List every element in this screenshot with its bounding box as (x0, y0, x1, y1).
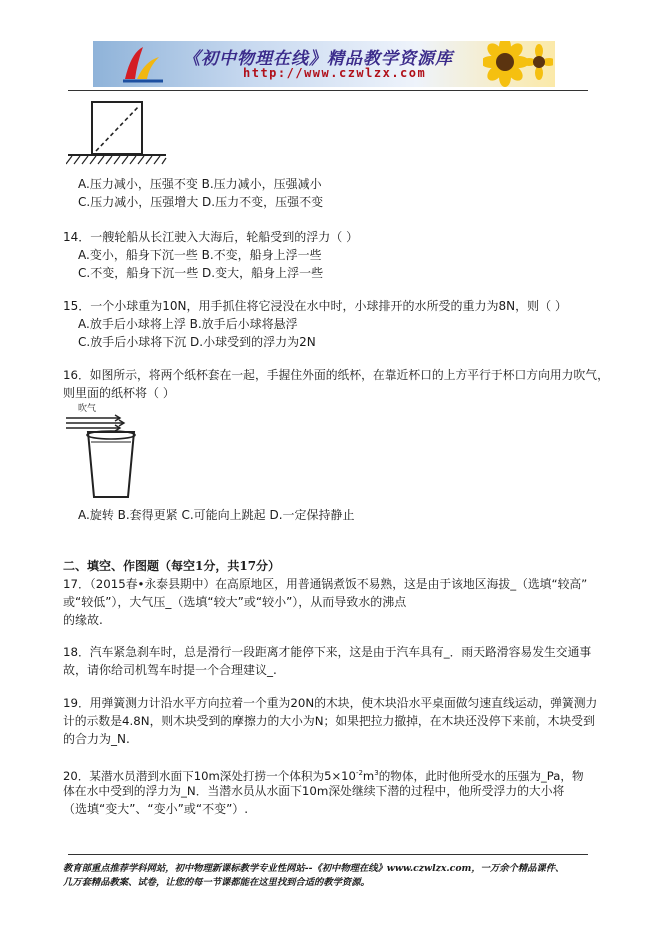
q19-line1: 19．用弹簧测力计沿水平方向拉着一个重为20N的木块，使木块沿水平桌面做匀速直线运动，弹簧测力 (63, 696, 598, 710)
q20-line3: （选填“变大”、“变小”或“不变”）. (63, 802, 249, 816)
q13-options-line1: A.压力减小，压强不变 B.压力减小，压强减小 (78, 177, 322, 191)
q20-line1-part-a: 20．某潜水员潜到水面下10m深处打捞一个体积为5×10 (63, 768, 356, 783)
q15-options-line2: C.放手后小球将下沉 D.小球受到的浮力为2N (78, 335, 316, 349)
q19-line2: 计的示数是4.8N，则木块受到的摩擦力的大小为N；如果把拉力撤掉，在木块还没停下来前，木块受到 (63, 714, 595, 728)
site-logo-icon (121, 43, 165, 83)
q14-stem: 14．一艘轮船从长江驶入大海后，轮船受到的浮力（ ） (63, 230, 359, 244)
q17-line3: 的缘故. (63, 613, 103, 627)
footer-divider (68, 854, 588, 855)
section-heading: 二、填空、作图题（每空1分，共17分） (63, 559, 281, 573)
q16-stem-line2: 则里面的纸杯将（ ） (63, 386, 175, 400)
sunflower-icon (483, 41, 553, 87)
q15-options-line1: A.放手后小球将上浮 B.放手后小球将悬浮 (78, 317, 298, 331)
q19-line3: 的合力为_N. (63, 732, 130, 746)
q20-exponent: -2 (355, 769, 363, 777)
banner-title: 《初中物理在线》精品教学资源库 (183, 49, 453, 69)
q13-options-line2: C.压力减小，压强增大 D.压力不变，压强不变 (78, 195, 324, 209)
q20-line2: 体在水中受到的浮力为_N．当潜水员从水面下10m深处继续下潜的过程中，他所受浮力的大小将 (63, 784, 565, 798)
blow-air-label: 吹气 (78, 404, 97, 414)
block-figure (66, 98, 168, 166)
q18-line1: 18．汽车紧急刹车时，总是滑行一段距离才能停下来，这是由于汽车具有_．雨天路滑容易发生交通事 (63, 645, 592, 659)
header-divider (68, 90, 588, 91)
q20-line1 (63, 766, 584, 784)
q17-line1: 17．（2015春•永泰县期中）在高原地区，用普通锅煮饭不易熟，这是由于该地区海拔_（选填“较高” (63, 577, 588, 591)
banner-url: http://www.czwlzx.com (243, 66, 427, 80)
header-banner (93, 41, 555, 87)
footer-line1: 教育部重点推荐学科网站，初中物理新课标教学专业性网站--《初中物理在线》www.czwlzx.com，一万余个精品课件、 (63, 863, 565, 874)
q20-unit: m (362, 768, 375, 783)
footer-line2: 几万套精品教案、试卷，让您的每一节课都能在这里找到合适的教学资源。 (63, 877, 370, 888)
q20-unit-exponent: 3 (374, 769, 379, 777)
q16-stem-line1: 16．如图所示，将两个纸杯套在一起，手握住外面的纸杯，在靠近杯口的上方平行于杯口方向用力吹气， (63, 368, 609, 382)
q15-stem: 15．一个小球重为10N，用手抓住将它浸没在水中时，小球排开的水所受的重力为8N，则（ ） (63, 299, 567, 313)
q20-line1-part-c: 的物体，此时他所受水的压强为_Pa，物 (378, 768, 584, 783)
paper-cup-figure (64, 402, 150, 502)
q14-options-line1: A.变小，船身下沉一些 B.不变，船身上浮一些 (78, 248, 322, 262)
q14-options-line2: C.不变，船身下沉一些 D.变大，船身上浮一些 (78, 266, 324, 280)
q16-options: A.旋转 B.套得更紧 C.可能向上跳起 D.一定保持静止 (78, 508, 355, 522)
q17-line2: 或“较低”），大气压_（选填“较大”或“较小”），从而导致水的沸点 (63, 595, 407, 609)
q18-line2: 故，请你给司机驾车时提一个合理建议_. (63, 663, 277, 677)
